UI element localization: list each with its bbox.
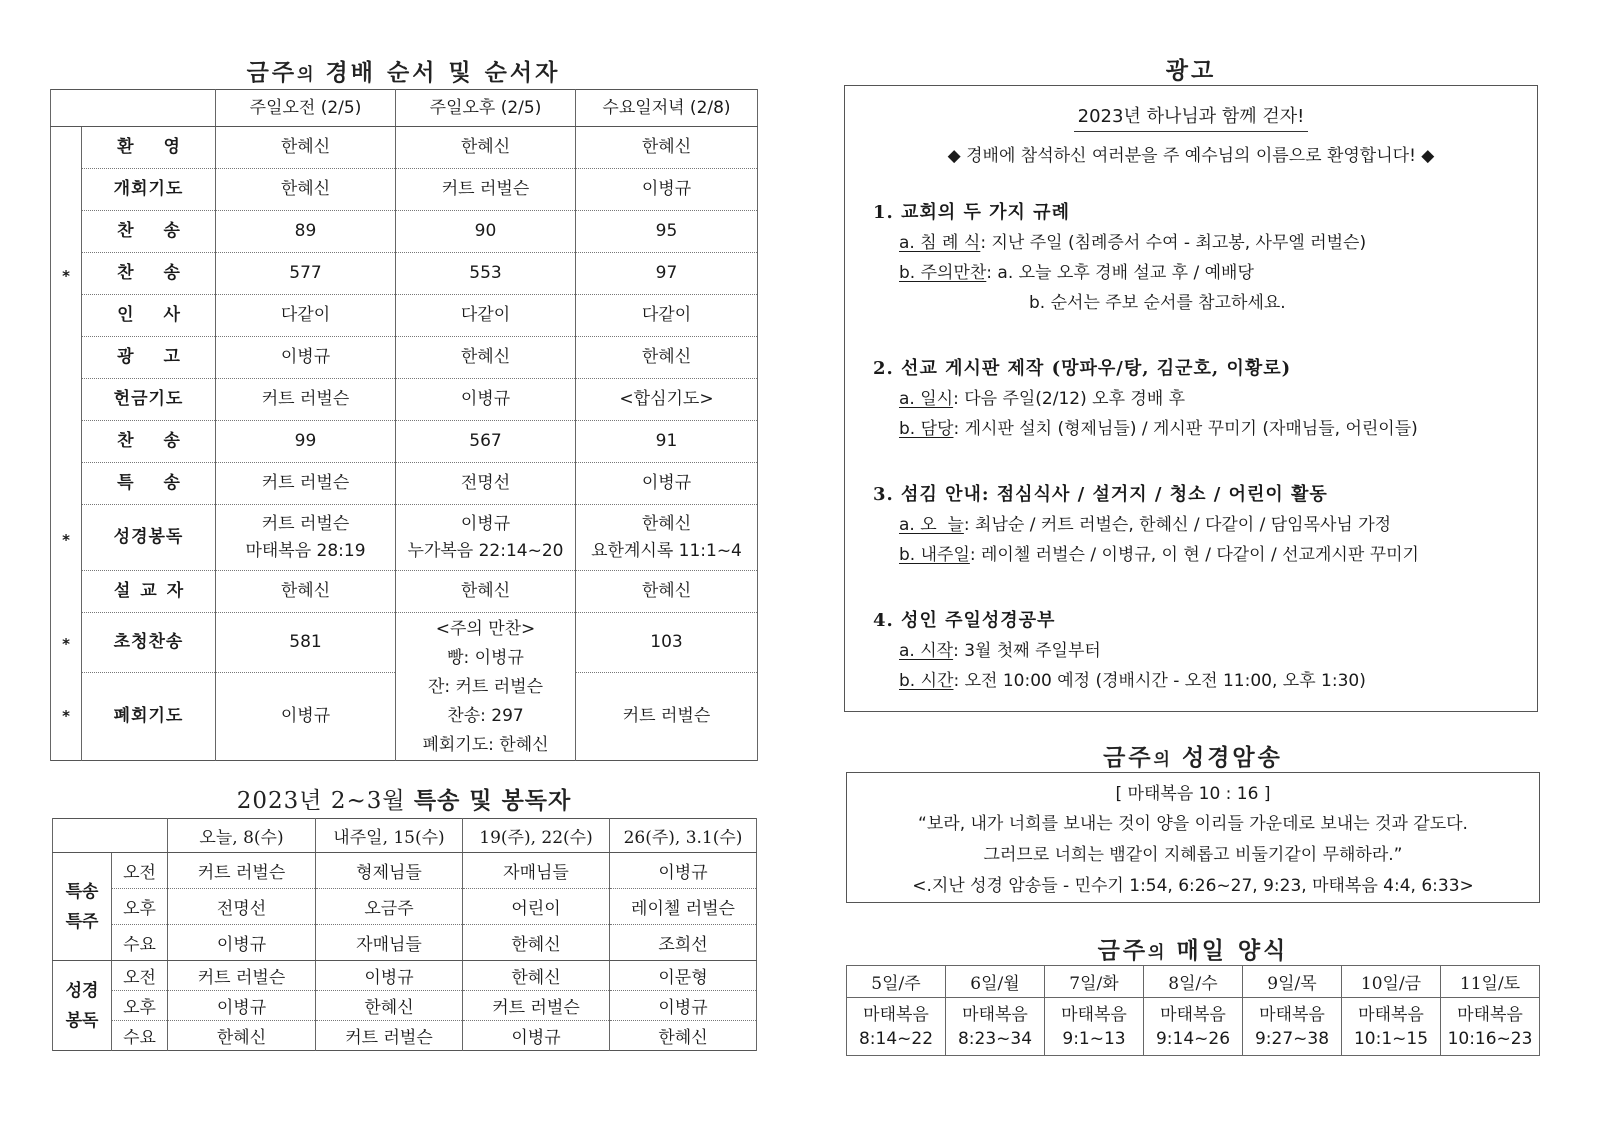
- songs-title: [52, 782, 756, 815]
- group-label-special-music: [53, 853, 112, 961]
- cell: 다같이: [216, 295, 396, 337]
- notices-box: [844, 85, 1538, 712]
- notice-sub-text: : 지난 주일 (침례증서 수여 - 최고봉, 사무엘 러벌슨): [980, 233, 1367, 253]
- reader-name: 커트 러벌슨: [261, 513, 350, 534]
- songs-row: [53, 853, 757, 889]
- day-header: 10일/금: [1342, 966, 1441, 998]
- stand-mark: *: [62, 634, 70, 653]
- cell: [576, 505, 758, 571]
- cell: [216, 505, 396, 571]
- order-row: [51, 421, 758, 463]
- stand-mark: *: [62, 266, 70, 285]
- reading-cell: [1441, 998, 1540, 1056]
- reading-range: 10:16~23: [1447, 1028, 1533, 1049]
- cell: 다같이: [576, 295, 758, 337]
- daily-title: [846, 932, 1540, 965]
- row-label: 설교자: [82, 571, 216, 613]
- slot-label: 오후: [112, 991, 168, 1021]
- slot-label: 수요: [112, 925, 168, 961]
- slot-label: 오후: [112, 889, 168, 925]
- cell: 이병규: [463, 1021, 610, 1051]
- row-label: 찬송: [82, 421, 216, 463]
- verse-title-rest: 성경암송: [1170, 744, 1283, 771]
- notice-sub: [873, 636, 1366, 666]
- order-header-row: [51, 90, 758, 127]
- day-header: 6일/월: [946, 966, 1045, 998]
- cell: 한혜신: [216, 127, 396, 169]
- scripture-ref: 마태복음 28:19: [245, 540, 366, 561]
- day-header: 5일/주: [847, 966, 946, 998]
- order-row: [51, 571, 758, 613]
- notice-item-1: [873, 198, 1366, 318]
- daily-reading-row: [847, 998, 1540, 1056]
- notice-sub-key: a. 오 늘: [899, 515, 964, 535]
- cell: 한혜신: [576, 127, 758, 169]
- order-header-blank: [51, 90, 216, 127]
- cell: 형제님들: [316, 853, 463, 889]
- past-verses: <.지난 성경 암송들 - 민수기 1:54, 6:26~27, 9:23, 마태복음 4:4, 6:33>: [912, 876, 1474, 896]
- scripture-ref: 누가복음 22:14~20: [407, 540, 564, 561]
- daily-title-particle: 의: [1148, 943, 1166, 963]
- daily-title-rest: 매일 양식: [1165, 937, 1289, 964]
- notice-sub: [873, 258, 1366, 288]
- notice-item-4: [873, 606, 1366, 696]
- cell: 한혜신: [576, 337, 758, 379]
- slot-label: 수요: [112, 1021, 168, 1051]
- cell: 이병규: [610, 991, 757, 1021]
- cell: 한혜신: [576, 571, 758, 613]
- notices-title: 광고: [1165, 57, 1217, 84]
- verse-line: “보라, 내가 너희를 보내는 것이 양을 이리들 가운데로 보내는 것과 같도다.: [918, 814, 1468, 834]
- songs-header-row: [53, 819, 757, 853]
- notice-sub-key: b. 담당: [899, 419, 954, 439]
- notice-sub: [873, 384, 1418, 414]
- notice-heading: 3. 섬김 안내: 점심식사 / 설거지 / 청소 / 어린이 활동: [873, 484, 1328, 505]
- scripture-ref: 요한계시록 11:1~4: [591, 540, 742, 561]
- reading-book: 마태복음: [863, 1004, 929, 1025]
- cell: [396, 505, 576, 571]
- notice-sub-key: a. 침 례 식: [899, 233, 981, 253]
- cell: 567: [396, 421, 576, 463]
- order-row: [51, 295, 758, 337]
- verse-title: [846, 739, 1540, 772]
- order-row: [51, 379, 758, 421]
- communion-title: <주의 만찬>: [435, 619, 536, 639]
- day-header: 8일/수: [1144, 966, 1243, 998]
- cell: 한혜신: [610, 1021, 757, 1051]
- reading-cell: [847, 998, 946, 1056]
- cell: 전명선: [396, 463, 576, 505]
- cell: 자매님들: [463, 853, 610, 889]
- notice-item-2: [873, 354, 1418, 444]
- order-row: [51, 211, 758, 253]
- reading-cell: [1243, 998, 1342, 1056]
- order-col-wednesday: 수요일저녁 (2/8): [576, 90, 758, 127]
- cell: 이병규: [216, 337, 396, 379]
- notice-sub-text: : 게시판 설치 (형제님들) / 게시판 꾸미기 (자매님들, 어린이들): [953, 419, 1418, 439]
- notice-headline: [845, 102, 1537, 128]
- cell: 91: [576, 421, 758, 463]
- cell: 이문형: [610, 961, 757, 991]
- order-row: [51, 613, 758, 673]
- verse-title-particle: 의: [1153, 750, 1171, 770]
- reading-range: 9:14~26: [1155, 1028, 1231, 1049]
- slot-label: 오전: [112, 961, 168, 991]
- reading-cell: [1045, 998, 1144, 1056]
- reading-range: 8:23~34: [957, 1028, 1033, 1049]
- reading-cell: [1342, 998, 1441, 1056]
- reading-range: 9:27~38: [1254, 1028, 1330, 1049]
- row-label: 헌금기도: [82, 379, 216, 421]
- order-row: [51, 505, 758, 571]
- communion-closing-prayer: 폐회기도: 한혜신: [422, 735, 549, 755]
- notice-sub-key: a. 시작: [899, 641, 954, 661]
- cell: 커트 러벌슨: [463, 991, 610, 1021]
- communion-hymn: 찬송: 297: [447, 706, 524, 726]
- notice-heading: 1. 교회의 두 가지 규례: [873, 202, 1070, 223]
- daily-header-row: [847, 966, 1540, 998]
- cell: 이병규: [396, 379, 576, 421]
- order-row: [51, 169, 758, 211]
- notice-sub-key: b. 시간: [899, 671, 954, 691]
- stand-mark: *: [62, 706, 70, 725]
- verse-reference: [ 마태복음 10 : 16 ]: [1115, 784, 1271, 804]
- row-label: 광고: [82, 337, 216, 379]
- slot-label: 오전: [112, 853, 168, 889]
- notice-sub: [873, 540, 1419, 570]
- notice-continuation: b. 순서는 주보 순서를 참고하세요.: [1029, 293, 1286, 313]
- row-label: 폐회기도: [82, 672, 216, 760]
- memory-verse-box: [846, 772, 1540, 903]
- reading-book: 마태복음: [1457, 1004, 1523, 1025]
- cell: 99: [216, 421, 396, 463]
- cell: 조희선: [610, 925, 757, 961]
- group-label-line: 특송: [65, 881, 99, 902]
- songs-header-blank: [53, 819, 168, 853]
- row-label: 찬송: [82, 253, 216, 295]
- notice-sub: [873, 510, 1419, 540]
- cell: 한혜신: [316, 991, 463, 1021]
- cell: 97: [576, 253, 758, 295]
- songs-row: [53, 1021, 757, 1051]
- cell: 이병규: [168, 925, 316, 961]
- reading-range: 8:14~22: [858, 1028, 934, 1049]
- notice-heading: 2. 선교 게시판 제작 (망파우/탕, 김군호, 이황로): [873, 358, 1292, 379]
- songs-title-year: 2023년 2~3월: [236, 788, 406, 814]
- cell: 이병규: [316, 961, 463, 991]
- order-row: [51, 463, 758, 505]
- cell: 한혜신: [216, 169, 396, 211]
- songs-col: 오늘, 8(수): [168, 819, 316, 853]
- order-row: [51, 337, 758, 379]
- reader-name: 이병규: [460, 513, 511, 534]
- group-label-line: 특주: [65, 911, 99, 932]
- cell: 한혜신: [463, 925, 610, 961]
- verse-title-lead: 금주: [1103, 744, 1154, 771]
- order-title-particle: 의: [297, 65, 315, 85]
- cell: 한혜신: [463, 961, 610, 991]
- cell: 어린이: [463, 889, 610, 925]
- row-label: 인사: [82, 295, 216, 337]
- cell: 한혜신: [396, 127, 576, 169]
- notice-welcome: ◆ 경배에 참석하신 여러분을 주 예수님의 이름으로 환영합니다! ◆: [947, 146, 1435, 166]
- cell: 커트 러벌슨: [316, 1021, 463, 1051]
- row-label: 초청찬송: [82, 613, 216, 673]
- cell: 오금주: [316, 889, 463, 925]
- notice-sub-key: b. 주의만찬: [899, 263, 987, 283]
- order-col-sunday-pm: 주일오후 (2/5): [396, 90, 576, 127]
- notice-item-3: [873, 480, 1419, 570]
- cell: 90: [396, 211, 576, 253]
- cell: 커트 러벌슨: [216, 379, 396, 421]
- cell: 이병규: [610, 853, 757, 889]
- cell: 한혜신: [168, 1021, 316, 1051]
- reading-range: 10:1~15: [1353, 1028, 1429, 1049]
- songs-row: [53, 991, 757, 1021]
- daily-readings-table: [846, 965, 1540, 1056]
- cell: 전명선: [168, 889, 316, 925]
- row-label: 특송: [82, 463, 216, 505]
- songs-col: 26(주), 3.1(수): [610, 819, 757, 853]
- notice-sub-key: b. 내주일: [899, 545, 970, 565]
- cell: 커트 러벌슨: [396, 169, 576, 211]
- reading-book: 마태복음: [962, 1004, 1028, 1025]
- songs-title-rest: 특송 및 봉독자: [413, 787, 572, 814]
- cell: 581: [216, 613, 396, 673]
- songs-col: 내주일, 15(수): [316, 819, 463, 853]
- order-row: [51, 127, 758, 169]
- order-title-rest: 경배 순서 및 순서자: [314, 59, 561, 86]
- cell: 한혜신: [396, 571, 576, 613]
- cell: <합심기도>: [576, 379, 758, 421]
- worship-order-table: [50, 89, 758, 761]
- notice-sub: [873, 414, 1418, 444]
- reading-book: 마태복음: [1259, 1004, 1325, 1025]
- communion-cup: 잔: 커트 러벌슨: [427, 677, 544, 697]
- group-label-scripture-reading: [53, 961, 112, 1051]
- communion-bread: 빵: 이병규: [447, 648, 524, 668]
- notice-sub: [873, 228, 1366, 258]
- order-title: [50, 54, 757, 87]
- notice-sub-key: a. 일시: [899, 389, 954, 409]
- row-label: 찬송: [82, 211, 216, 253]
- cell: 커트 러벌슨: [168, 853, 316, 889]
- notice-headline-text: 2023년 하나님과 함께 걷자!: [1074, 106, 1309, 132]
- day-header: 7일/화: [1045, 966, 1144, 998]
- order-row: [51, 253, 758, 295]
- cell: 이병규: [576, 463, 758, 505]
- cell: 553: [396, 253, 576, 295]
- reading-book: 마태복음: [1160, 1004, 1226, 1025]
- reader-name: 한혜신: [641, 513, 692, 534]
- reading-cell: [946, 998, 1045, 1056]
- notice-sub-text: : 오전 10:00 예정 (경배시간 - 오전 11:00, 오후 1:30): [953, 671, 1366, 691]
- notice-sub-text: : 3월 첫째 주일부터: [953, 641, 1101, 661]
- cell: 이병규: [576, 169, 758, 211]
- songs-row: [53, 925, 757, 961]
- notice-sub-text: : 최남순 / 커트 러벌슨, 한혜신 / 다같이 / 담임목사님 가정: [963, 515, 1392, 535]
- cell: 103: [576, 613, 758, 673]
- communion-block: [396, 613, 576, 761]
- notice-sub-text: : a. 오늘 오후 경배 설교 후 / 예배당: [986, 263, 1254, 283]
- day-header: 11일/토: [1441, 966, 1540, 998]
- special-songs-table: [52, 818, 757, 1051]
- cell: 커트 러벌슨: [168, 961, 316, 991]
- cell: 한혜신: [216, 571, 396, 613]
- reading-book: 마태복음: [1061, 1004, 1127, 1025]
- cell: 이병규: [216, 672, 396, 760]
- reading-cell: [1144, 998, 1243, 1056]
- group-label-line: 봉독: [65, 1010, 99, 1031]
- songs-row: [53, 961, 757, 991]
- verse-line: 그러므로 너희는 뱀같이 지혜롭고 비둘기같이 무해하라.”: [983, 845, 1403, 865]
- cell: 레이첼 러벌슨: [610, 889, 757, 925]
- cell: 95: [576, 211, 758, 253]
- order-title-lead: 금주: [246, 59, 298, 86]
- notice-sub-text: : 레이첼 러벌슨 / 이병규, 이 현 / 다같이 / 선교게시판 꾸미기: [969, 545, 1419, 565]
- songs-col: 19(주), 22(수): [463, 819, 610, 853]
- cell: 89: [216, 211, 396, 253]
- cell: 이병규: [168, 991, 316, 1021]
- cell: 자매님들: [316, 925, 463, 961]
- group-label-line: 성경: [65, 980, 99, 1001]
- notice-heading: 4. 성인 주일성경공부: [873, 610, 1056, 631]
- notice-sub: [873, 666, 1366, 696]
- cell: 577: [216, 253, 396, 295]
- reading-range: 9:1~13: [1062, 1028, 1126, 1049]
- day-header: 9일/목: [1243, 966, 1342, 998]
- cell: 다같이: [396, 295, 576, 337]
- row-label: 성경봉독: [82, 505, 216, 571]
- mark-column: [51, 127, 82, 761]
- cell: 커트 러벌슨: [576, 672, 758, 760]
- reading-book: 마태복음: [1358, 1004, 1424, 1025]
- daily-title-lead: 금주: [1097, 937, 1149, 964]
- notice-sub-text: : 다음 주일(2/12) 오후 경배 후: [953, 389, 1186, 409]
- cell: 한혜신: [396, 337, 576, 379]
- cell: 커트 러벌슨: [216, 463, 396, 505]
- songs-row: [53, 889, 757, 925]
- row-label: 개회기도: [82, 169, 216, 211]
- row-label: 환영: [82, 127, 216, 169]
- stand-mark: *: [62, 530, 70, 549]
- order-col-sunday-am: 주일오전 (2/5): [216, 90, 396, 127]
